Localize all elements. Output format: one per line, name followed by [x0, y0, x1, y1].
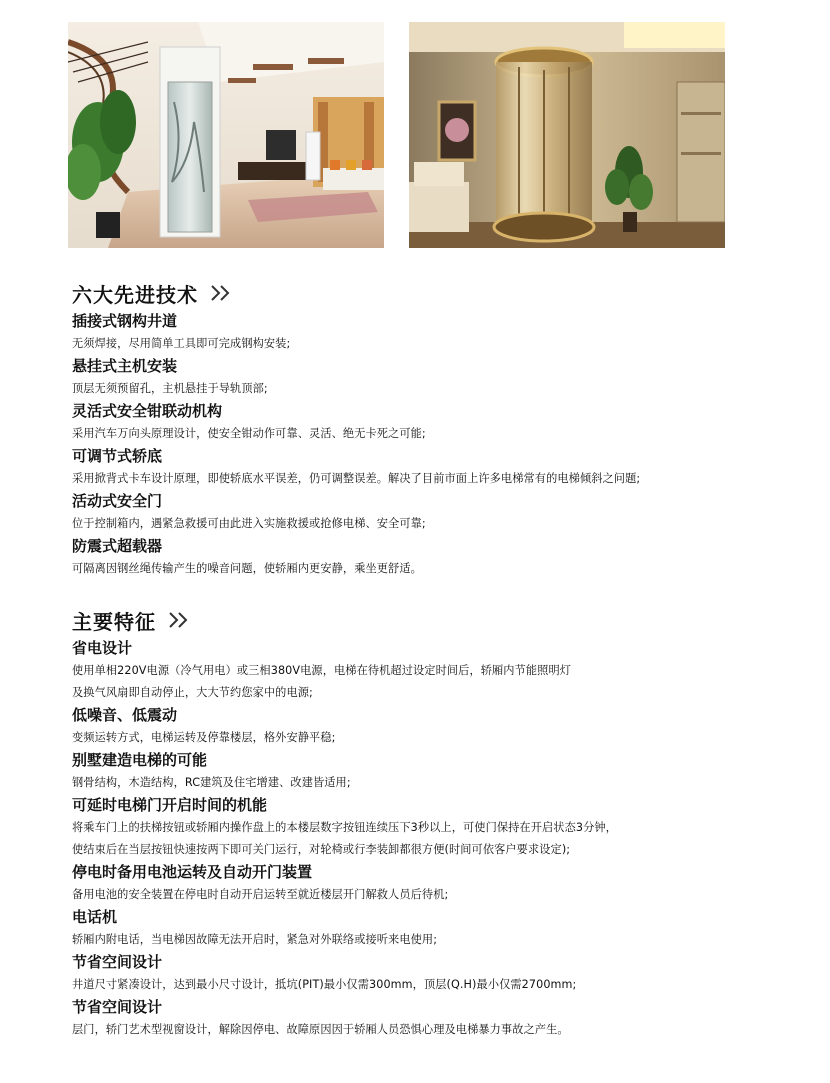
- item-title: 别墅建造电梯的可能: [72, 751, 208, 769]
- feature-item: [72, 749, 802, 794]
- feature-item: [72, 704, 802, 749]
- feature-item: [72, 637, 802, 704]
- feature-item: [72, 445, 802, 490]
- item-title: 低噪音、低震动: [72, 706, 178, 724]
- feature-item: [72, 861, 802, 906]
- item-title: 停电时备用电池运转及自动开门装置: [72, 863, 313, 881]
- feature-item: [72, 996, 802, 1041]
- item-desc: 钢骨结构，木造结构，RC建筑及住宅增建、改建皆适用;: [72, 776, 351, 789]
- item-title: 可调节式轿底: [72, 447, 163, 465]
- item-title: 防震式超载器: [72, 537, 163, 555]
- item-desc: 使用单相220V电源（冷气用电）或三相380V电源，电梯在待机超过设定时间后，轿厢内节能照明灯: [72, 664, 572, 677]
- feature-item: [72, 355, 802, 400]
- section-heading: [72, 276, 802, 310]
- item-desc: 将乘车门上的扶梯按钮或轿厢内操作盘上的本楼层数字按钮连续压下3秒以上，可使门保持在开启状态3分钟，: [72, 821, 617, 834]
- main-features-section: [72, 603, 802, 1041]
- item-desc: 层门，轿门艺术型视窗设计，解除因停电、故障原因因于轿厢人员恐惧心理及电梯暴力事故之产生。: [72, 1023, 569, 1036]
- item-title: 灵活式安全钳联动机构: [72, 402, 223, 420]
- double-chevron-right-icon: [210, 284, 232, 302]
- section-title: 主要特征: [72, 609, 156, 634]
- item-title: 活动式安全门: [72, 492, 163, 510]
- item-title: 电话机: [72, 908, 118, 926]
- item-desc: 采用汽车万向头原理设计，使安全钳动作可靠、灵活、绝无卡死之可能;: [72, 427, 426, 440]
- feature-item: [72, 906, 802, 951]
- item-desc: 位于控制箱内，遇紧急救援可由此进入实施救援或抢修电梯、安全可靠;: [72, 517, 426, 530]
- item-desc: 变频运转方式，电梯运转及停靠楼层，格外安静平稳;: [72, 731, 336, 744]
- item-title: 节省空间设计: [72, 953, 163, 971]
- item-desc: 井道尺寸紧凑设计，达到最小尺寸设计，抵坑(PIT)最小仅需300mm，顶层(Q.H)最小仅需2700mm;: [72, 978, 577, 991]
- item-desc: 及换气风扇即自动停止，大大节约您家中的电源;: [72, 686, 313, 699]
- item-desc: 可隔离因钢丝绳传输产生的噪音问题，使轿厢内更安静，乘坐更舒适。: [72, 562, 422, 575]
- item-title: 插接式钢构井道: [72, 312, 178, 330]
- item-desc: 轿厢内附电话，当电梯因故障无法开启时，紧急对外联络或接听来电使用;: [72, 933, 438, 946]
- item-title: 省电设计: [72, 639, 133, 657]
- item-desc: 顶层无须预留孔，主机悬挂于导轨顶部;: [72, 382, 268, 395]
- feature-item: [72, 794, 802, 861]
- feature-item: [72, 400, 802, 445]
- item-desc: 备用电池的安全装置在停电时自动开启运转至就近楼层开门解救人员后待机;: [72, 888, 449, 901]
- advanced-technology-section: [72, 276, 802, 580]
- feature-item: [72, 951, 802, 996]
- item-desc: 无须焊接，尽用简单工具即可完成钢构安装;: [72, 337, 291, 350]
- item-desc: 采用掀背式卡车设计原理，即使轿底水平误差，仍可调整误差。解决了目前市面上许多电梯常有的电梯倾斜之问题;: [72, 472, 641, 485]
- feature-item: [72, 535, 802, 580]
- section-title: 六大先进技术: [72, 282, 198, 307]
- item-title: 可延时电梯门开启时间的机能: [72, 796, 268, 814]
- feature-item: [72, 490, 802, 535]
- item-title: 悬挂式主机安装: [72, 357, 178, 375]
- section-heading: [72, 603, 802, 637]
- living-room-elevator-photo: [68, 22, 384, 248]
- feature-item: [72, 310, 802, 355]
- double-chevron-right-icon: [168, 611, 190, 629]
- item-title: 节省空间设计: [72, 998, 163, 1016]
- round-glass-elevator-photo: [409, 22, 725, 248]
- item-desc: 使结束后在当层按钮快速按两下即可关门运行，对轮椅或行李装卸都很方便(时间可依客户要求设定);: [72, 843, 571, 856]
